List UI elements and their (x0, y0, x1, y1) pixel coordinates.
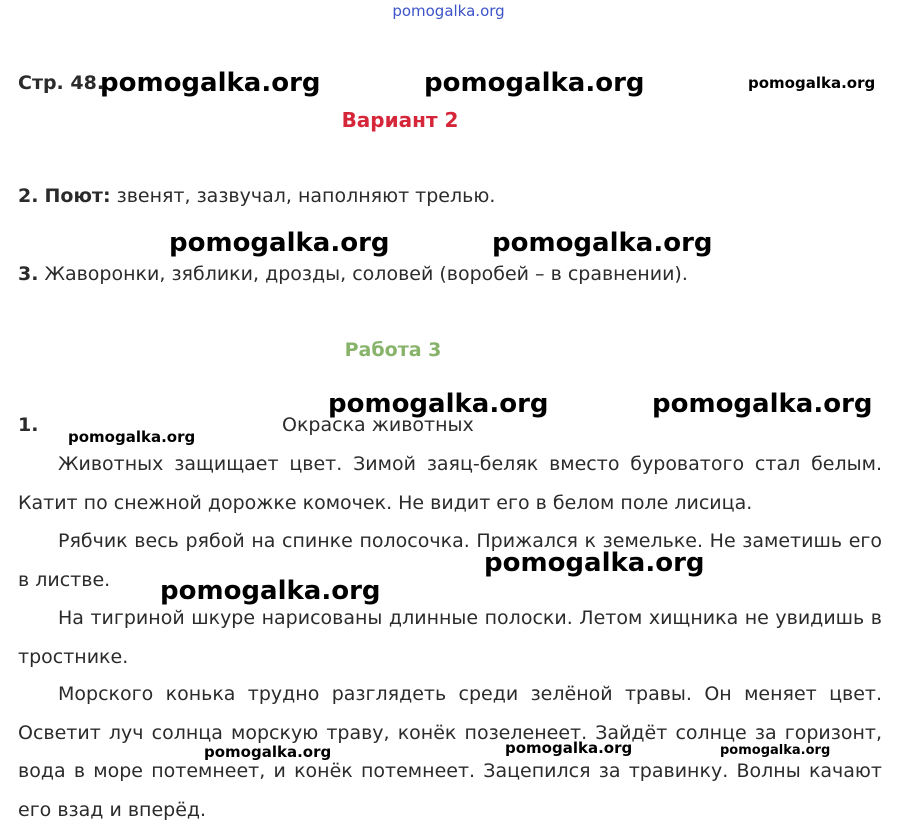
item-3-number: 3. (18, 263, 39, 285)
story-paragraph: Животных защищает цвет. Зимой заяц-беляк вместо буроватого стал белым. Катит по снежной дорожке комочек. Не видит его в белом поле лисица. (18, 453, 882, 514)
watermark: pomogalka.org (424, 68, 645, 98)
item-2-number: 2. (18, 185, 39, 207)
watermark: pomogalka.org (160, 576, 381, 606)
watermark: pomogalka.org (720, 743, 831, 758)
watermark: pomogalka.org (748, 74, 876, 92)
answer-item-2 (18, 185, 495, 207)
watermark: pomogalka.org (492, 228, 713, 258)
item-2-text: звенят, зазвучал, наполняют трелью. (116, 185, 496, 207)
site-watermark-header: pomogalka.org (392, 2, 505, 20)
watermark: pomogalka.org (328, 389, 549, 419)
watermark: pomogalka.org (169, 228, 390, 258)
watermark: pomogalka.org (100, 68, 321, 98)
watermark: pomogalka.org (68, 428, 196, 446)
watermark: pomogalka.org (484, 548, 705, 578)
answer-item-3 (18, 263, 688, 285)
item-2-label: Поют: (44, 185, 111, 207)
variant-heading: Вариант 2 (341, 108, 459, 132)
task-1-number: 1. (18, 414, 39, 436)
story-paragraph: Рябчик весь рябой на спинке полосочка. Прижался к земельке. Не заметишь его в листве. (18, 530, 882, 591)
page-reference: Стр. 48. (18, 72, 105, 94)
story-paragraph: На тигриной шкуре нарисованы длинные полоски. Летом хищника не увидишь в тростнике. (18, 607, 882, 668)
watermark: pomogalka.org (204, 743, 332, 761)
story-paragraph: Морского конька трудно разглядеть среди зелёной травы. Он меняет цвет. Осветит луч солнца морскую траву, конёк позеленеет. Зайдёт солнце за горизонт, вода в море потемнеет, и конёк потемнеет. Зацепился за травинку. Волны качают его взад и вперёд. (18, 683, 882, 821)
story-title: Окраска животных (282, 414, 474, 436)
watermark: pomogalka.org (505, 739, 633, 757)
item-3-text: Жаворонки, зяблики, дрозды, соловей (воробей – в сравнении). (44, 263, 688, 285)
work-heading: Работа 3 (344, 339, 442, 361)
watermark: pomogalka.org (652, 389, 873, 419)
